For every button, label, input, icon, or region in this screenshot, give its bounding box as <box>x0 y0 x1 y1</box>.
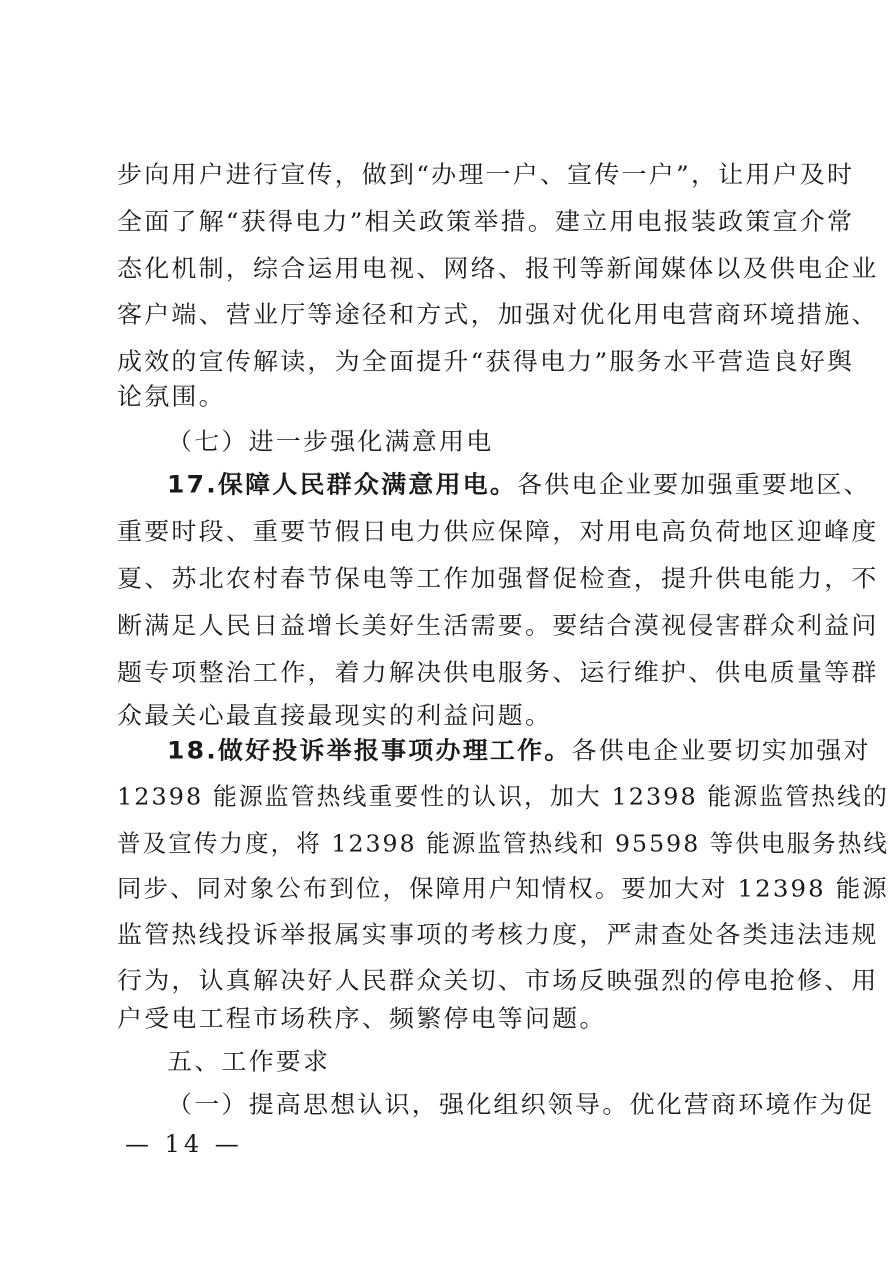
paragraph-line: 步向用户进行宣传，做到“办理一户、宣传一户”，让用户及时 <box>117 160 855 189</box>
item-18-first-text: 各供电企业要切实加强对 <box>571 736 871 765</box>
paragraph-line: 论氛围。 <box>117 382 226 411</box>
paragraph-line: 断满足人民日益增长美好生活需要。要结合漠视侵害群众利益问 <box>117 611 879 640</box>
section-heading: （七）进一步强化满意用电 <box>167 427 494 456</box>
section-heading: 五、工作要求 <box>167 1047 331 1076</box>
item-18-title: 18.做好投诉举报事项办理工作。 <box>167 736 572 765</box>
item-17-title: 17.保障人民群众满意用电。 <box>167 470 518 499</box>
paragraph-line: 成效的宣传解读，为全面提升“获得电力”服务水平营造良好舆 <box>117 347 855 376</box>
paragraph-line: 行为，认真解决好人民群众关切、市场反映强烈的停电抢修、用 <box>117 966 879 995</box>
paragraph-line: 态化机制，综合运用电视、网络、报刊等新闻媒体以及供电企业 <box>117 254 879 283</box>
paragraph-line: 户受电工程市场秩序、频繁停电等问题。 <box>117 1004 607 1033</box>
paragraph-line: 普及宣传力度，将 12398 能源监管热线和 95598 等供电服务热线 <box>117 829 890 858</box>
page-number: — 14 — <box>125 1130 243 1158</box>
item-18-first-line <box>167 729 871 773</box>
paragraph-line: 夏、苏北农村春节保电等工作加强督促检查，提升供电能力，不 <box>117 564 879 593</box>
item-17-first-line <box>167 463 871 507</box>
item-17-first-text: 各供电企业要加强重要地区、 <box>517 470 871 499</box>
paragraph-line: 全面了解“获得电力”相关政策举措。建立用电报装政策宣介常 <box>117 207 855 236</box>
paragraph-line: 重要时段、重要节假日电力供应保障，对用电高负荷地区迎峰度 <box>117 517 879 546</box>
paragraph-line: （一）提高思想认识，强化组织领导。优化营商环境作为促 <box>167 1090 875 1119</box>
paragraph-line: 客户端、营业厅等途径和方式，加强对优化用电营商环境措施、 <box>117 300 879 329</box>
paragraph-line: 同步、同对象公布到位，保障用户知情权。要加大对 12398 能源 <box>117 874 889 903</box>
paragraph-line: 题专项整治工作，着力解决供电服务、运行维护、供电质量等群 <box>117 658 879 687</box>
paragraph-line: 监管热线投诉举报属实事项的考核力度，严肃查处各类违法违规 <box>117 920 879 949</box>
paragraph-line: 12398 能源监管热线重要性的认识，加大 12398 能源监管热线的 <box>117 782 889 811</box>
paragraph-line: 众最关心最直接最现实的利益问题。 <box>117 701 553 730</box>
